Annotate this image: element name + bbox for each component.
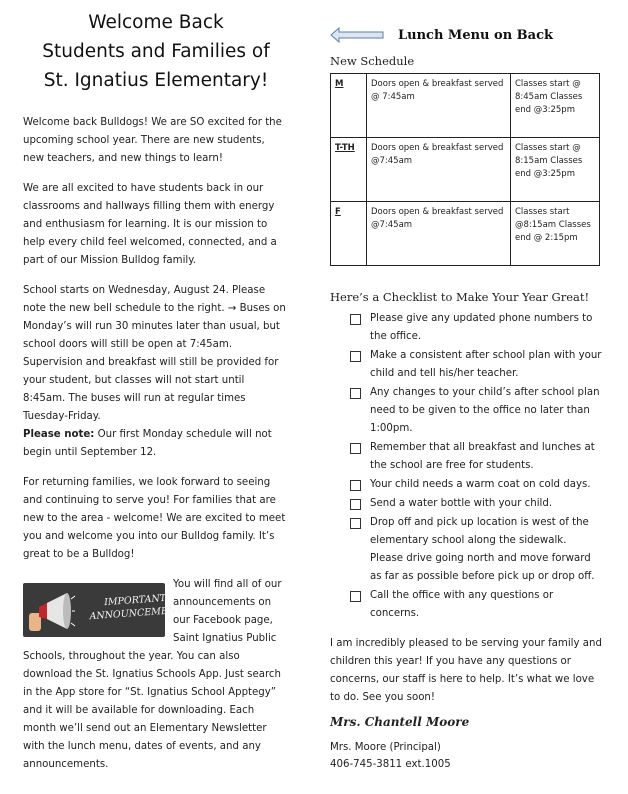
checkbox[interactable] (350, 518, 361, 529)
page-title (23, 8, 289, 95)
checklist-item-text: Any changes to your child’s after school plan need to be given to the office no later than 1:00pm. (370, 387, 600, 434)
note-label: Please note: (23, 429, 95, 440)
left-column (23, 8, 289, 786)
schedule-day: T-TH (331, 138, 367, 202)
checkbox[interactable] (350, 499, 361, 510)
checklist-item (350, 587, 602, 623)
schedule-doors: Doors open & breakfast served @7:45am (367, 138, 511, 202)
checklist-item (350, 439, 602, 475)
checklist-item (350, 310, 602, 346)
title-line-2: Students and Families of (42, 41, 270, 62)
checklist-item-text: Call the office with any questions or concerns. (370, 590, 554, 619)
returning-families-paragraph: For returning families, we look forward to seeing and continuing to serve you! For families that are new to the area - welcome! We are excited to meet you and welcome you into our Bulldog family. It’s great to be a Bulldog! (23, 477, 286, 560)
announcements-paragraph: You will find all of our announcements on our Facebook page, Saint Ignatius Public Schools, throughout the year. You can also download the St. Ignatius Schools App. Just search in the App store for “St. Ignatius School Apptegy” and it will be available for downloading. Each month we’ll send out an Elementary Newsletter with the lunch menu, dates of events, and any announcements. (23, 579, 282, 770)
title-line-3: St. Ignatius Elementary! (43, 70, 269, 91)
checklist-item-text: Send a water bottle with your child. (370, 498, 553, 509)
schedule-day: M (331, 74, 367, 138)
checklist-item-text: Remember that all breakfast and lunches at the school are free for students. (370, 442, 595, 471)
checklist-item-text: Drop off and pick up location is west of the elementary school along the sidewalk. Please drive going north and move forward as far as possible before pick up or drop off. (370, 517, 595, 582)
checklist-item-text: Your child needs a warm coat on cold days. (370, 479, 591, 490)
announcement-line-2: ANNOUNCEMENT (89, 604, 183, 623)
checkbox[interactable] (350, 480, 361, 491)
checklist-item-text: Make a consistent after school plan with your child and tell his/her teacher. (370, 350, 602, 379)
principal-name: Mrs. Moore (Principal) (330, 742, 441, 753)
checkbox[interactable] (350, 443, 361, 454)
schedule-day: F (331, 202, 367, 266)
schedule-heading: New Schedule (330, 54, 415, 68)
announcement-line-1: IMPORTANT (103, 592, 167, 609)
schedule-table (330, 73, 600, 266)
checklist-item (350, 384, 602, 438)
checklist-heading: Here’s a Checklist to Make Your Year Great! (330, 290, 590, 304)
intro-paragraph-2: We are all excited to have students back in our classrooms and hallways filling them with energy and enthusiasm for learning. It is our mission to help every child feel welcomed, connected, and a part of our Mission Bulldog family. (23, 183, 277, 266)
right-column (330, 22, 602, 773)
announcement-image (23, 583, 183, 637)
schedule-paragraph-text: School starts on Wednesday, August 24. Please note the new bell schedule to the right. → Buses on Monday’s will run 30 minutes later than usual, but school doors will still be open at 7:45am. Supervision and breakfast will still be provided for your student, but classes will not start until 8:45am. The buses will run at regular times Tuesday-Friday. (23, 285, 286, 422)
closing-paragraph: I am incredibly pleased to be serving your family and children this year! If you have any questions or concerns, our staff is here to help. It’s what we love to do. See you soon! (330, 638, 602, 703)
schedule-classes: Classes start @ 8:15am Classes end @3:25pm (511, 138, 600, 202)
checkbox[interactable] (350, 388, 361, 399)
schedule-classes: Classes start @8:15am Classes end @ 2:15pm (511, 202, 600, 266)
left-arrow-icon (330, 27, 384, 43)
phone-number: 406-745-3811 ext.1005 (330, 759, 451, 770)
intro-paragraph-1: Welcome back Bulldogs! We are SO excited for the upcoming school year. There are new students, new teachers, and new things to learn! (23, 117, 282, 164)
signature: Mrs. Chantell Moore (330, 715, 470, 729)
table-row (331, 202, 600, 266)
note-text: Our first Monday schedule will not begin until September 12. (23, 429, 272, 458)
schedule-doors: Doors open & breakfast served @7:45am (367, 202, 511, 266)
schedule-doors: Doors open & breakfast served @ 7:45am (367, 74, 511, 138)
checkbox[interactable] (350, 314, 361, 325)
table-row (331, 74, 600, 138)
checkbox[interactable] (350, 591, 361, 602)
schedule-classes: Classes start @ 8:45am Classes end @3:25pm (511, 74, 600, 138)
lunch-menu-label: Lunch Menu on Back (398, 27, 554, 43)
schedule-paragraph (23, 282, 289, 462)
checklist-item (350, 347, 602, 383)
announcement-section (23, 576, 289, 774)
table-row (331, 138, 600, 202)
checklist (330, 310, 602, 623)
megaphone-icon (29, 591, 75, 631)
checklist-item (350, 495, 602, 513)
lunch-menu-callout (330, 22, 602, 48)
checklist-item (350, 476, 602, 494)
checklist-item (350, 514, 602, 586)
checkbox[interactable] (350, 351, 361, 362)
checklist-item-text: Please give any updated phone numbers to the office. (370, 313, 593, 342)
title-line-1: Welcome Back (88, 12, 224, 33)
